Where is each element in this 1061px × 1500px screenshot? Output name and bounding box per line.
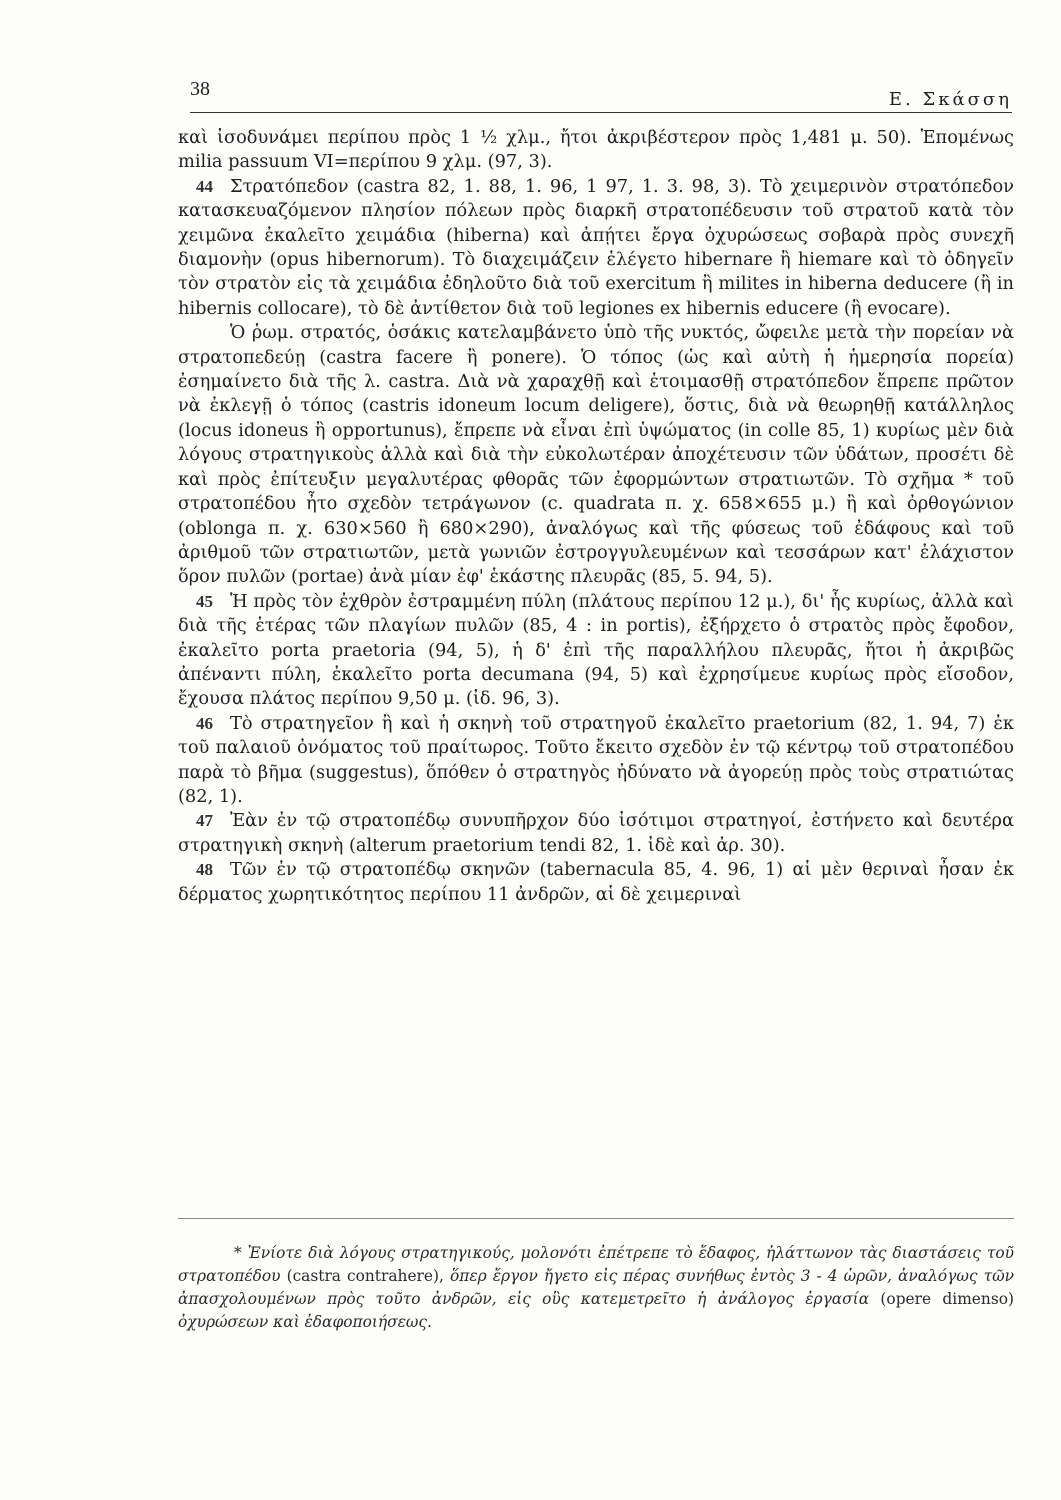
page-header — [190, 78, 1012, 113]
paragraph-text: Τὸ στρατηγεῖον ἢ καὶ ἡ σκηνὴ τοῦ στρατηγοῦ ἐκαλεῖτο praetorium (82, 1. 94, 7) ἐκ τοῦ παλαιοῦ ὀνόματος τοῦ πραίτωρος. Τοῦτο ἔκειτο σχεδὸν ἐν τῷ κέντρῳ τοῦ στρατοπέδου παρὰ τὸ βῆμα (suggestus), ὅπόθεν ὁ στρατηγὸς ἠδύνατο νὰ ἀγορεύῃ πρὸς τοὺς στρατιώτας (82, 1). — [178, 712, 1014, 807]
section-number: 44 — [196, 176, 213, 196]
paragraph-camp-site — [178, 321, 1014, 589]
paragraph-text: Ἡ πρὸς τὸν ἐχθρὸν ἐστραμμένη πύλη (πλάτους περίπου 12 μ.), δι' ἧς κυρίως, ἀλλὰ καὶ διὰ τῆς ἑτέρας τῶν πλαγίων πυλῶν (85, 4 : in portis), ἐξήρχετο ὁ στρατὸς πρὸς ἔφοδον, ἐκαλεῖτο porta praetoria (94, 5), ἡ δ' ἐπὶ τῆς παραλλήλου πλευρᾶς, ἤτοι ἡ ἀκριβῶς ἀπέναντι πύλη, ἐκαλεῖτο porta decumana (94, 5) καὶ ἐχρησίμευε κυρίως πρὸς εἴσοδον, ἔχουσα πλάτος περίπου 9,50 μ. (ἰδ. 96, 3). — [178, 590, 1014, 710]
footnote — [178, 1242, 1014, 1334]
paragraph-text: Στρατόπεδον (castra 82, 1. 88, 1. 96, 1 97, 1. 3. 98, 3). Τὸ χειμερινὸν στρατόπεδον κατασκευαζόμενον πλησίον πόλεων πρὸς διαρκῆ στρατοπέδευσιν τοῦ στρατοῦ κατὰ τὸν χειμῶνα ἐκαλεῖτο χειμάδια (hiberna) καὶ ἀπῄτει ἔργα ὀχυρώσεως σοβαρὰ πρὸς συνεχῆ διαμονὴν (opus hibernorum). Τὸ διαχειμάζειν ἐλέγετο hibernare ἢ hiemare καὶ τὸ ὁδηγεῖν τὸν στρατὸν εἰς τὰ χειμάδια ἐδηλοῦτο διὰ τοῦ exercitum ἢ milites in hiberna deducere (ἢ in hibernis collocare), τὸ δὲ ἀντίθετον διὰ τοῦ legiones ex hibernis educere (ἢ evocare). — [178, 175, 1014, 319]
footnote-latin-1: (castra contrahere), — [286, 1267, 444, 1286]
footnote-text-2: ὅπερ ἔργον ἤγετο εἰς πέρας συνήθως ἐντὸς 3 - 4 ὡρῶν, ἀναλόγως τῶν ἀπασχολουμένων πρὸς τοῦτο ἀνδρῶν, εἰς οὓς κατεμετρεῖτο ἡ ἀνάλογος ἐργασία — [178, 1267, 1014, 1309]
paragraph-44 — [178, 175, 1014, 321]
footnote-text-1: * Ἐνίοτε διὰ λόγους στρατηγικούς, μολονότι ἐπέτρεπε τὸ ἔδαφος, ἠλάττωνον τὰς διαστάσεις τοῦ στρατοπέδου — [178, 1244, 1014, 1286]
footnote-latin-2: (opere dimenso) — [880, 1290, 1014, 1309]
paragraph-text: Ἐὰν ἐν τῷ στρατοπέδῳ συνυπῆρχον δύο ἰσότιμοι στρατηγοί, ἐστήνετο καὶ δευτέρα στρατηγικὴ σκηνὴ (alterum praetorium tendi 82, 1. ἰδὲ καὶ ἀρ. 30). — [178, 810, 1014, 856]
page-number: 38 — [190, 78, 210, 100]
main-text — [178, 126, 1014, 907]
section-number: 45 — [196, 591, 213, 611]
paragraph-45 — [178, 590, 1014, 712]
section-number: 47 — [196, 811, 213, 831]
paragraph-text: Ὁ ῥωμ. στρατός, ὁσάκις κατελαμβάνετο ὑπὸ τῆς νυκτός, ὤφειλε μετὰ τὴν πορείαν νὰ στρατοπεδεύῃ (castra facere ἢ ponere). Ὁ τόπος (ὡς καὶ αὐτὴ ἡ ἡμερησία πορεία) ἐσημαίνετο διὰ τῆς λ. castra. Διὰ νὰ χαραχθῇ καὶ ἑτοιμασθῇ στρατόπεδον ἔπρεπε πρῶτον νὰ ἐκλεγῇ ὁ τόπος (castris idoneum locum deligere), ὅστις, διὰ νὰ θεωρηθῇ κατάλληλος (locus idoneus ἢ opportunus), ἔπρεπε νὰ εἶναι ἐπὶ ὑψώματος (in colle 85, 1) κυρίως μὲν διὰ λόγους στρατηγικοὺς ἀλλὰ καὶ διὰ τὴν εὐκολωτέραν ἀποχέτευσιν τῶν ὑδάτων, προσέτι δὲ καὶ πρὸς ἐπίτευξιν μεγαλυτέρας φθορᾶς τῶν ἐφορμώντων στρατιωτῶν. Τὸ σχῆμα * τοῦ στρατοπέδου ἦτο σχεδὸν τετράγωνον (c. quadrata π. χ. 658×655 μ.) ἢ καὶ ὀρθογώνιον (oblonga π. χ. 630×560 ἢ 680×290), ἀναλόγως καὶ τῆς φύσεως τοῦ ἐδάφους καὶ τοῦ ἀριθμοῦ τῶν στρατιωτῶν, μετὰ γωνιῶν ἐστρογγυλευμένων καὶ τεσσάρων κατ' ἐλάχιστον ὅρον πυλῶν (portae) ἀνὰ μίαν ἐφ' ἑκάστης πλευρᾶς (85, 5. 94, 5). — [178, 322, 1014, 588]
running-head: Ε. Σκάσση — [888, 89, 1012, 110]
section-number: 46 — [196, 713, 213, 733]
paragraph-47 — [178, 809, 1014, 858]
paragraph-text: Τῶν ἐν τῷ στρατοπέδῳ σκηνῶν (tabernacula 85, 4. 96, 1) αἱ μὲν θεριναὶ ἦσαν ἐκ δέρματος χωρητικότητος περίπου 11 ἀνδρῶν, αἱ δὲ χειμεριναὶ — [178, 859, 1014, 905]
paragraph-continuation — [178, 126, 1014, 175]
footnote-area — [178, 1218, 1014, 1350]
paragraph-46 — [178, 712, 1014, 810]
paragraph-text: καὶ ἰσοδυνάμει περίπου πρὸς 1 ½ χλμ., ἤτοι ἀκριβέστερον πρὸς 1,481 μ. 50). Ἑπομένως milia passuum VI=περίπου 9 χλμ. (97, 3). — [178, 127, 1014, 173]
paragraph-48 — [178, 858, 1014, 907]
footnote-text-3: ὀχυρώσεων καὶ ἐδαφοποιήσεως. — [178, 1313, 432, 1332]
section-number: 48 — [196, 860, 213, 880]
